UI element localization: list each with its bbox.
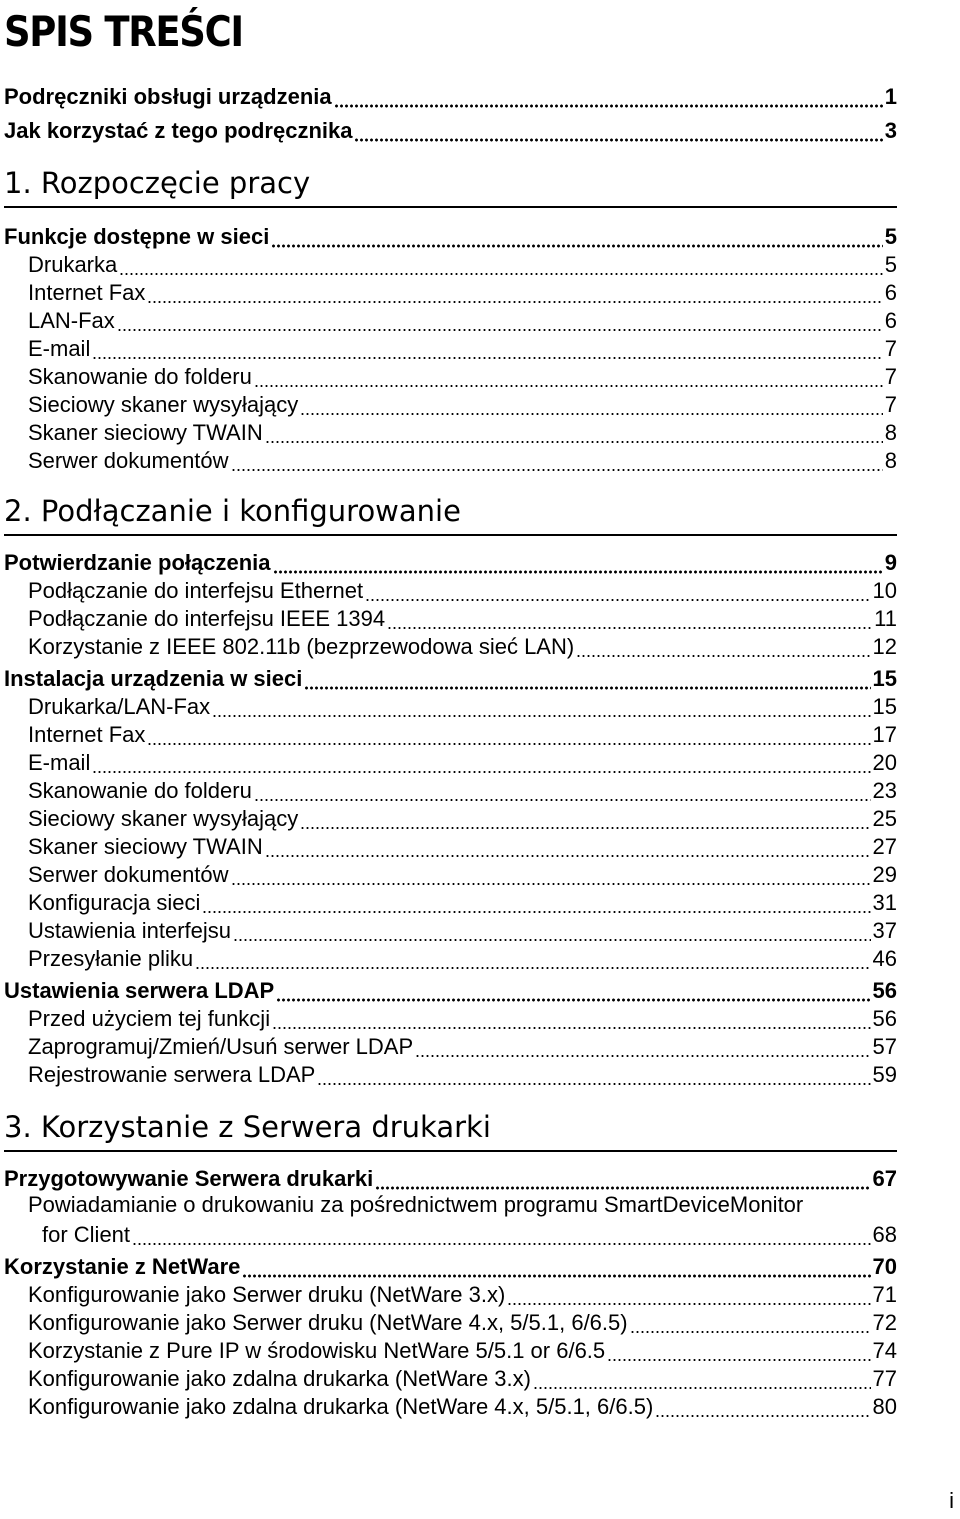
toc-entry[interactable] [0,942,897,972]
leader-dots [375,1166,870,1192]
toc-section[interactable] [0,220,897,250]
toc-entry-page: 6 [884,280,897,305]
toc-entry-label: Serwer dokumentów [28,862,229,887]
chapter-heading-2: 2. Podłączanie i konfigurowanie [4,494,897,536]
leader-dots [147,280,882,306]
toc-entry-label: Sieciowy skaner wysyłający [28,806,299,831]
leader-dots [387,606,872,632]
leader-dots [132,1222,870,1248]
toc-entry-page: 29 [872,862,897,887]
toc-entry-label: Rejestrowanie serwera LDAP [28,1062,316,1087]
leader-dots [655,1394,870,1420]
toc-entry-page: 11 [874,606,897,631]
toc-entry-label: Serwer dokumentów [28,448,229,473]
leader-dots [365,578,870,604]
toc-entry-page: 46 [872,946,897,971]
toc-entry-page: 3 [884,118,897,143]
toc-entry-page: 15 [872,694,897,719]
toc-entry[interactable] [0,416,897,446]
leader-dots [300,392,883,418]
toc-entry-label: LAN-Fax [28,308,115,333]
toc-entry-label: Konfiguracja sieci [28,890,201,915]
toc-entry-page: 9 [884,550,897,575]
toc-entry-page: 77 [872,1366,897,1391]
toc-entry-page: 31 [872,890,897,915]
leader-dots [265,834,871,860]
toc-entry[interactable] [0,886,897,916]
toc-entry[interactable] [0,830,897,860]
leader-dots [630,1310,871,1336]
leader-dots [231,862,871,888]
toc-entry-page: 27 [872,834,897,859]
leader-dots [271,224,882,250]
toc-entry[interactable] [0,304,897,334]
toc-section[interactable] [0,546,897,576]
toc-entry[interactable] [0,248,897,278]
leader-dots [242,1254,870,1280]
leader-dots [415,1034,870,1060]
leader-dots [231,448,883,474]
toc-entry-page: 12 [872,634,897,659]
toc-entry-label: Korzystanie z NetWare [4,1254,241,1279]
toc-entry-label: Podręczniki obsługi urządzenia [4,84,332,109]
toc-entry[interactable] [0,914,897,944]
toc-entry-wrapped-line[interactable]: Powiadamianie o drukowaniu za pośrednictwem programu SmartDeviceMonitor [28,1192,804,1217]
toc-entry-label: Konfigurowanie jako Serwer druku (NetWare 3.x) [28,1282,506,1307]
toc-entry[interactable] [0,718,897,748]
leader-dots [265,420,883,446]
toc-entry-page: 25 [872,806,897,831]
toc-entry-label: E-mail [28,336,91,361]
toc-entry[interactable] [0,1334,897,1364]
leader-dots [202,890,870,916]
toc-entry-label: Skanowanie do folderu [28,778,252,803]
toc-entry-label: E-mail [28,750,91,775]
toc-entry-page: 37 [872,918,897,943]
toc-entry-page: 74 [872,1338,897,1363]
toc-entry[interactable] [0,746,897,776]
toc-entry[interactable] [0,1362,897,1392]
leader-dots [300,806,870,832]
toc-entry[interactable] [0,690,897,720]
toc-entry-label: Ustawienia interfejsu [28,918,231,943]
toc-entry-page: 57 [872,1034,897,1059]
toc-entry-label: Konfigurowanie jako Serwer druku (NetWare 4.x, 5/5.1, 6/6.5) [28,1310,628,1335]
toc-entry-page: 15 [872,666,897,691]
toc-entry-page: 67 [872,1166,897,1191]
toc-entry-label: Przygotowywanie Serwera drukarki [4,1166,374,1191]
toc-entry-page: 68 [872,1222,897,1247]
leader-dots [304,666,870,692]
toc-entry[interactable] [0,444,897,474]
leader-dots [507,1282,870,1308]
toc-entry-label: Korzystanie z Pure IP w środowisku NetWare 5/5.1 or 6/6.5 [28,1338,606,1363]
toc-entry-page: 5 [884,224,897,249]
toc-section[interactable] [0,1162,897,1192]
toc-entry[interactable] [0,1278,897,1308]
toc-entry-page: 17 [872,722,897,747]
toc-entry-label: Przesyłanie pliku [28,946,194,971]
toc-entry-page: 7 [884,392,897,417]
page-title: SPIS TREŚCI [4,7,243,56]
toc-entry-label: Konfigurowanie jako zdalna drukarka (NetWare 4.x, 5/5.1, 6/6.5) [28,1394,654,1419]
toc-entry-label: Korzystanie z IEEE 802.11b (bezprzewodowa sieć LAN) [28,634,575,659]
toc-entry-label: Przed użyciem tej funkcji [28,1006,271,1031]
toc-entry-page: 20 [872,750,897,775]
toc-entry[interactable] [0,858,897,888]
leader-dots [254,778,871,804]
toc-entry-label: Skaner sieciowy TWAIN [28,834,263,859]
leader-dots [254,364,883,390]
leader-dots [195,946,870,972]
toc-entry-label: Podłączanie do interfejsu IEEE 1394 [28,606,386,631]
toc-section[interactable] [0,1250,897,1280]
leader-dots [273,550,883,576]
leader-dots [147,722,870,748]
toc-entry-how-to-use[interactable] [0,114,897,144]
toc-entry-label: Ustawienia serwera LDAP [4,978,275,1003]
toc-entry[interactable] [0,1306,897,1336]
toc-entry-label: Potwierdzanie połączenia [4,550,271,575]
toc-entry-page: 56 [872,978,897,1003]
toc-entry-page: 80 [872,1394,897,1419]
toc-entry[interactable] [0,1390,897,1420]
toc-entry-label: Drukarka/LAN-Fax [28,694,211,719]
toc-entry[interactable] [0,802,897,832]
toc-entry-page: 10 [872,578,897,603]
leader-dots [272,1006,870,1032]
leader-dots [212,694,870,720]
toc-entry-page: 7 [884,364,897,389]
toc-entry[interactable] [0,388,897,418]
toc-entry[interactable] [0,1030,897,1060]
toc-entry[interactable] [0,1218,897,1248]
toc-entry[interactable] [0,276,897,306]
toc-entry-manuals[interactable] [0,80,897,110]
leader-dots [117,308,883,334]
toc-entry-page: 70 [872,1254,897,1279]
toc-entry-label: Jak korzystać z tego podręcznika [4,118,353,143]
leader-dots [607,1338,870,1364]
toc-entry-page: 1 [884,84,897,109]
toc-entry-label: Funkcje dostępne w sieci [4,224,270,249]
toc-entry-label: for Client [42,1222,131,1247]
toc-entry-page: 7 [884,336,897,361]
chapter-heading-3: 3. Korzystanie z Serwera drukarki [4,1110,897,1152]
toc-entry-page: 23 [872,778,897,803]
leader-dots [233,918,871,944]
leader-dots [354,118,882,144]
toc-entry[interactable] [0,630,897,660]
toc-entry-label: Konfigurowanie jako zdalna drukarka (NetWare 3.x) [28,1366,531,1391]
toc-entry-page: 8 [884,420,897,445]
leader-dots [92,750,870,776]
toc-entry-label: Instalacja urządzenia w sieci [4,666,303,691]
toc-entry-page: 71 [872,1282,897,1307]
toc-section[interactable] [0,662,897,692]
toc-entry-label: Zaprogramuj/Zmień/Usuń serwer LDAP [28,1034,414,1059]
toc-entry[interactable] [0,332,897,362]
toc-entry-label: Drukarka [28,252,118,277]
toc-entry-label: Podłączanie do interfejsu Ethernet [28,578,364,603]
leader-dots [533,1366,871,1392]
leader-dots [576,634,870,660]
toc-entry-page: 59 [872,1062,897,1087]
chapter-heading-1: 1. Rozpoczęcie pracy [4,166,897,208]
toc-section[interactable] [0,974,897,1004]
toc-entry-label: Internet Fax [28,722,146,747]
toc-entry[interactable] [0,602,897,632]
toc-entry-page: 56 [872,1006,897,1031]
toc-entry[interactable] [0,1002,897,1032]
leader-dots [276,978,870,1004]
toc-entry-page: 72 [872,1310,897,1335]
toc-entry-page: 5 [884,252,897,277]
toc-entry-label: Skanowanie do folderu [28,364,252,389]
toc-entry[interactable] [0,1058,897,1088]
toc-entry[interactable] [0,774,897,804]
toc-entry-label: Sieciowy skaner wysyłający [28,392,299,417]
leader-dots [92,336,882,362]
toc-entry-label: Internet Fax [28,280,146,305]
footer-page-number: i [949,1488,954,1513]
toc-entry[interactable] [0,574,897,604]
toc-entry[interactable] [0,360,897,390]
toc-entry-label: Skaner sieciowy TWAIN [28,420,263,445]
leader-dots [317,1062,870,1088]
toc-entry-page: 6 [884,308,897,333]
leader-dots [119,252,883,278]
leader-dots [334,84,883,110]
toc-entry-page: 8 [884,448,897,473]
